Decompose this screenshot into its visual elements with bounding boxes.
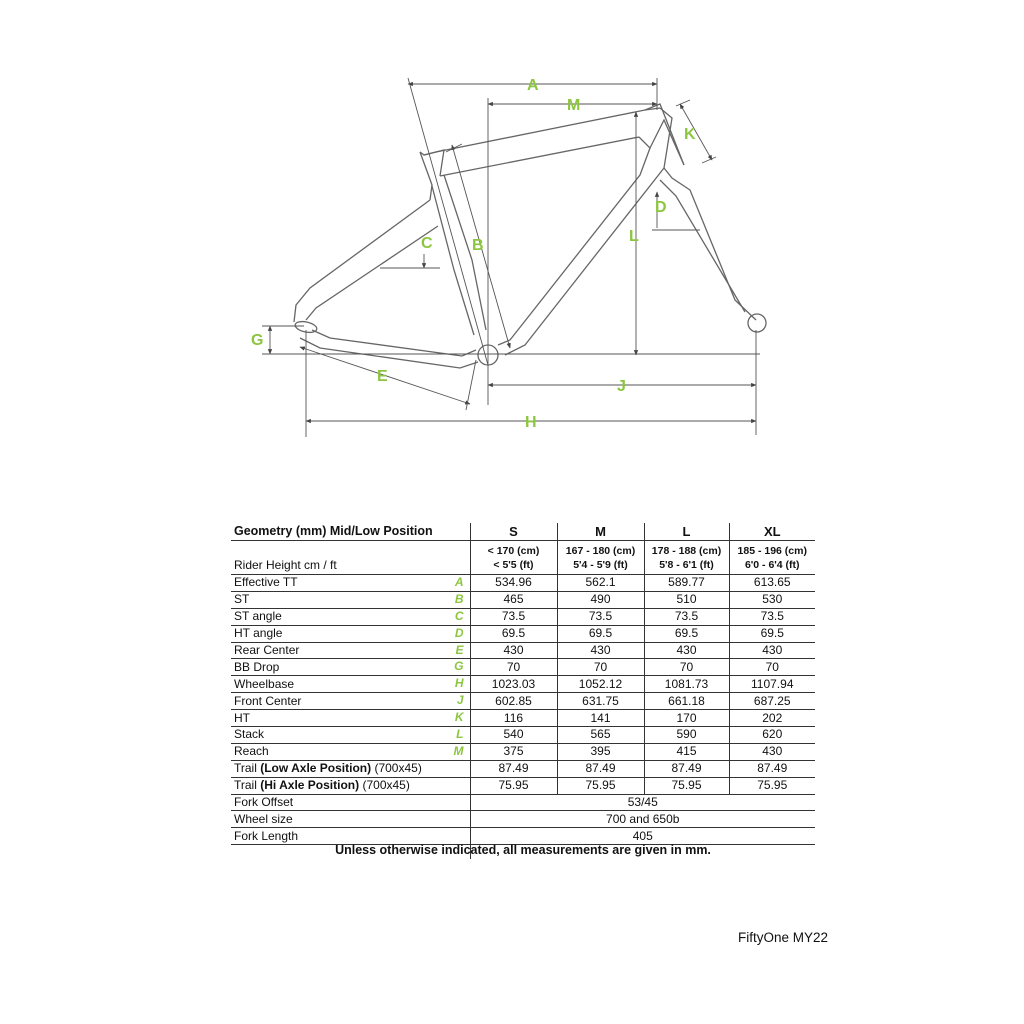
dim-label-m: M bbox=[567, 97, 581, 114]
row-label-text: HT bbox=[234, 710, 250, 725]
row-label-text: Stack bbox=[234, 727, 265, 742]
table-cell: 70 bbox=[644, 659, 729, 676]
row-dimension-letter: H bbox=[454, 676, 464, 691]
table-cell: 70 bbox=[557, 659, 644, 676]
table-row bbox=[231, 693, 815, 710]
table-header-row bbox=[231, 523, 815, 541]
table-cell: 1052.12 bbox=[557, 676, 644, 693]
row-label bbox=[231, 693, 470, 710]
table-row bbox=[231, 608, 815, 625]
table-row bbox=[231, 642, 815, 659]
table-cell: 70 bbox=[729, 659, 815, 676]
table-cell: 430 bbox=[470, 642, 557, 659]
trail-label-suffix: (700x45) bbox=[359, 778, 410, 793]
model-name: FiftyOne MY22 bbox=[737, 930, 828, 945]
table-cell: 69.5 bbox=[644, 625, 729, 642]
dim-label-b: B bbox=[472, 237, 484, 254]
row-label-text: BB Drop bbox=[234, 659, 280, 674]
table-cell: 53/45 bbox=[470, 794, 815, 811]
rider-height-s bbox=[470, 541, 557, 575]
table-cell: 1023.03 bbox=[470, 676, 557, 693]
trail-label-bold: (Low Axle Position) bbox=[260, 761, 372, 776]
dim-label-g: G bbox=[251, 332, 264, 349]
dim-label-e: E bbox=[377, 368, 388, 385]
size-header-xl: XL bbox=[729, 523, 815, 541]
table-cell: 589.77 bbox=[644, 575, 729, 592]
table-cell: 602.85 bbox=[470, 693, 557, 710]
trail-label-suffix: (700x45) bbox=[371, 761, 422, 776]
rider-height-cm: < 170 (cm) bbox=[487, 544, 540, 557]
rider-height-ft: 6'0 - 6'4 (ft) bbox=[744, 558, 800, 571]
table-cell: 620 bbox=[729, 727, 815, 744]
measurement-footnote: Unless otherwise indicated, all measurements are given in mm. bbox=[335, 843, 711, 857]
row-label: Fork Length bbox=[231, 828, 470, 845]
row-label-text: Effective TT bbox=[234, 575, 298, 590]
row-label-text: Front Center bbox=[234, 693, 302, 708]
table-cell: 75.95 bbox=[644, 777, 729, 794]
table-cell: 430 bbox=[557, 642, 644, 659]
row-dimension-letter: K bbox=[454, 710, 464, 725]
row-label bbox=[231, 642, 470, 659]
table-cell: 395 bbox=[557, 743, 644, 760]
row-label bbox=[231, 727, 470, 744]
rider-height-cm: 178 - 188 (cm) bbox=[651, 544, 722, 557]
table-row bbox=[231, 625, 815, 642]
table-cell: 700 and 650b bbox=[470, 811, 815, 828]
rider-height-cm: 167 - 180 (cm) bbox=[565, 544, 636, 557]
row-label bbox=[231, 710, 470, 727]
table-row bbox=[231, 794, 815, 811]
table-cell: 87.49 bbox=[470, 760, 557, 777]
table-cell: 562.1 bbox=[557, 575, 644, 592]
table-cell: 75.95 bbox=[557, 777, 644, 794]
row-label: Wheel size bbox=[231, 811, 470, 828]
row-label bbox=[231, 743, 470, 760]
row-label bbox=[231, 608, 470, 625]
table-row bbox=[231, 676, 815, 693]
table-cell: 565 bbox=[557, 727, 644, 744]
geometry-table bbox=[231, 523, 815, 859]
table-cell: 661.18 bbox=[644, 693, 729, 710]
table-row bbox=[231, 710, 815, 727]
row-dimension-letter: C bbox=[454, 608, 464, 623]
dim-label-h: H bbox=[525, 414, 537, 431]
row-dimension-letter: J bbox=[456, 693, 464, 708]
row-dimension-letter: M bbox=[453, 743, 464, 758]
trail-label-bold: (Hi Axle Position) bbox=[260, 778, 360, 793]
row-label bbox=[231, 659, 470, 676]
rider-height-cm: 185 - 196 (cm) bbox=[737, 544, 807, 557]
table-cell: 75.95 bbox=[729, 777, 815, 794]
dim-label-j: J bbox=[617, 378, 626, 395]
dim-label-l: L bbox=[629, 228, 639, 245]
row-dimension-letter: L bbox=[456, 727, 464, 742]
rider-height-xl bbox=[729, 541, 815, 575]
table-cell: 1081.73 bbox=[644, 676, 729, 693]
rider-height-l bbox=[644, 541, 729, 575]
table-cell: 116 bbox=[470, 710, 557, 727]
row-label-text: Wheelbase bbox=[234, 676, 295, 691]
row-label-text: ST angle bbox=[234, 609, 282, 624]
rider-height-m bbox=[557, 541, 644, 575]
table-cell: 530 bbox=[729, 591, 815, 608]
row-label bbox=[231, 760, 470, 777]
dim-label-a: A bbox=[527, 77, 539, 94]
table-cell: 687.25 bbox=[729, 693, 815, 710]
table-cell: 613.65 bbox=[729, 575, 815, 592]
dim-label-d: D bbox=[655, 199, 667, 216]
table-row bbox=[231, 811, 815, 828]
table-cell: 590 bbox=[644, 727, 729, 744]
table-cell: 170 bbox=[644, 710, 729, 727]
table-cell: 87.49 bbox=[729, 760, 815, 777]
row-dimension-letter: D bbox=[454, 625, 464, 640]
frame-geometry-diagram bbox=[0, 0, 1024, 460]
table-cell: 87.49 bbox=[557, 760, 644, 777]
table-cell: 430 bbox=[729, 743, 815, 760]
table-row bbox=[231, 760, 815, 777]
table-cell: 73.5 bbox=[557, 608, 644, 625]
table-cell: 415 bbox=[644, 743, 729, 760]
dim-label-c: C bbox=[421, 235, 433, 252]
table-cell: 87.49 bbox=[644, 760, 729, 777]
row-label bbox=[231, 575, 470, 592]
rider-height-ft: 5'8 - 6'1 (ft) bbox=[659, 558, 714, 571]
trail-label-prefix: Trail bbox=[234, 761, 261, 776]
table-cell: 405 bbox=[470, 828, 815, 845]
row-dimension-letter: G bbox=[454, 659, 464, 674]
table-cell: 430 bbox=[729, 642, 815, 659]
row-label bbox=[231, 777, 470, 794]
dim-label-k: K bbox=[684, 126, 696, 143]
row-label-text: Reach bbox=[234, 744, 269, 759]
table-row bbox=[231, 659, 815, 676]
rider-height-row bbox=[231, 541, 815, 575]
row-dimension-letter: B bbox=[454, 591, 464, 606]
row-dimension-letter: E bbox=[455, 642, 464, 657]
table-cell: 70 bbox=[470, 659, 557, 676]
rider-height-ft: < 5'5 (ft) bbox=[493, 558, 534, 571]
row-label-text: HT angle bbox=[234, 626, 283, 641]
table-cell: 490 bbox=[557, 591, 644, 608]
row-label bbox=[231, 676, 470, 693]
table-cell: 69.5 bbox=[729, 625, 815, 642]
table-cell: 141 bbox=[557, 710, 644, 727]
table-row bbox=[231, 727, 815, 744]
table-cell: 73.5 bbox=[644, 608, 729, 625]
table-cell: 75.95 bbox=[470, 777, 557, 794]
table-cell: 69.5 bbox=[557, 625, 644, 642]
table-cell: 202 bbox=[729, 710, 815, 727]
size-header-s: S bbox=[470, 523, 557, 541]
table-cell: 465 bbox=[470, 591, 557, 608]
row-dimension-letter: A bbox=[454, 575, 464, 589]
rider-height-ft: 5'4 - 5'9 (ft) bbox=[573, 558, 628, 571]
row-label-text: Rear Center bbox=[234, 643, 300, 657]
bike-frame bbox=[294, 104, 766, 368]
row-label-text: ST bbox=[234, 592, 250, 607]
row-label: Fork Offset bbox=[231, 794, 470, 811]
table-cell: 510 bbox=[644, 591, 729, 608]
size-header-m: M bbox=[557, 523, 644, 541]
table-row bbox=[231, 575, 815, 592]
table-row bbox=[231, 591, 815, 608]
table-cell: 73.5 bbox=[470, 608, 557, 625]
table-row bbox=[231, 743, 815, 760]
row-label bbox=[231, 625, 470, 642]
table-cell: 534.96 bbox=[470, 575, 557, 592]
table-cell: 1107.94 bbox=[729, 676, 815, 693]
table-cell: 631.75 bbox=[557, 693, 644, 710]
table-cell: 430 bbox=[644, 642, 729, 659]
table-cell: 540 bbox=[470, 727, 557, 744]
rider-height-label: Rider Height cm / ft bbox=[231, 541, 470, 575]
table-row bbox=[231, 777, 815, 794]
table-cell: 375 bbox=[470, 743, 557, 760]
table-header-label: Geometry (mm) Mid/Low Position bbox=[231, 523, 470, 541]
size-header-l: L bbox=[644, 523, 729, 541]
trail-label-prefix: Trail bbox=[234, 778, 261, 793]
table-cell: 69.5 bbox=[470, 625, 557, 642]
row-label bbox=[231, 591, 470, 608]
table-cell: 73.5 bbox=[729, 608, 815, 625]
